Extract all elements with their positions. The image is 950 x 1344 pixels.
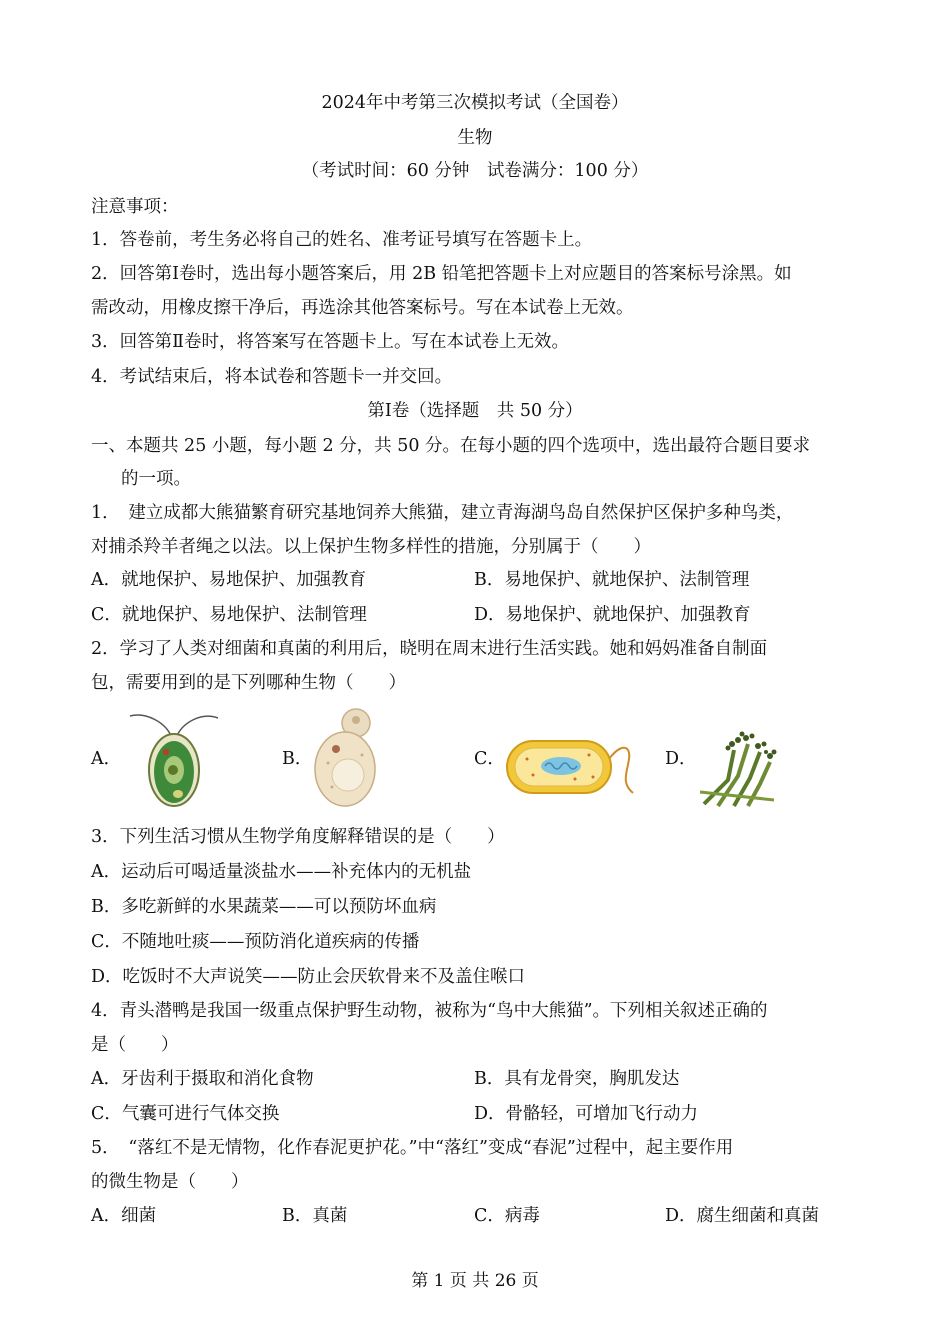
question-2-stem-cont: 包，需要用到的是下列哪种生物（ ） <box>91 673 406 693</box>
question-5-stem: 5． “落红不是无情物，化作春泥更护花。”中“落红”变成“春泥”过程中，起主要作用 <box>91 1138 734 1158</box>
q4-option-d: D．骨骼轻，可增加飞行动力 <box>474 1104 699 1124</box>
q2-option-b: B． <box>282 749 313 769</box>
page-number: 第 1 页 共 26 页 <box>411 1271 539 1291</box>
subject-title: 生物 <box>457 128 493 148</box>
exam-info: （考试时间：60 分钟 试卷满分：100 分） <box>301 161 649 181</box>
q5-option-b: B．真菌 <box>282 1206 348 1226</box>
exam-title: 2024年中考第三次模拟考试（全国卷） <box>321 93 629 113</box>
green-alga-illustration <box>126 708 222 810</box>
q3-option-d: D．吃饭时不大声说笑——防止会厌软骨来不及盖住喉口 <box>91 967 526 987</box>
question-1-stem: 1． 建立成都大熊猫繁育研究基地饲养大熊猫，建立青海湖鸟岛自然保护区保护多种鸟类， <box>91 503 794 523</box>
section-intro: 一、本题共 25 小题，每小题 2 分，共 50 分。在每小题的四个选项中，选出最符合题目要求 <box>91 436 811 456</box>
notice-item: 2．回答第Ⅰ卷时，选出每小题答案后，用 2B 铅笔把答题卡上对应题目的答案标号涂黑。如 <box>91 264 792 284</box>
q3-option-a: A．运动后可喝适量淡盐水——补充体内的无机盐 <box>91 862 472 882</box>
q2-option-a: A． <box>91 749 122 769</box>
section-intro-cont: 的一项。 <box>121 469 191 489</box>
q4-option-c: C．气囊可进行气体交换 <box>91 1104 280 1124</box>
q3-option-b: B．多吃新鲜的水果蔬菜——可以预防坏血病 <box>91 897 437 917</box>
question-3-stem: 3．下列生活习惯从生物学角度解释错误的是（ ） <box>91 827 505 847</box>
notice-item: 1．答卷前，考生务必将自己的姓名、准考证号填写在答题卡上。 <box>91 230 593 250</box>
q5-option-c: C．病毒 <box>474 1206 540 1226</box>
notice-heading: 注意事项： <box>91 197 179 217</box>
notice-item: 需改动，用橡皮擦干净后，再选涂其他答案标号。写在本试卷上无效。 <box>91 298 634 318</box>
q1-option-c: C．就地保护、易地保护、法制管理 <box>91 605 367 625</box>
question-1-stem-cont: 对捕杀羚羊者绳之以法。以上保护生物多样性的措施，分别属于（ ） <box>91 537 651 557</box>
bacterium-illustration <box>505 733 639 801</box>
q1-option-d: D．易地保护、就地保护、加强教育 <box>474 605 751 625</box>
yeast-illustration <box>312 703 378 809</box>
notice-item: 3．回答第Ⅱ卷时，将答案写在答题卡上。写在本试卷上无效。 <box>91 332 570 352</box>
q4-option-b: B．具有龙骨突，胸肌发达 <box>474 1069 680 1089</box>
q5-option-a: A．细菌 <box>91 1206 157 1226</box>
mold-illustration <box>698 730 778 808</box>
q1-option-a: A．就地保护、易地保护、加强教育 <box>91 570 367 590</box>
section-title: 第Ⅰ卷（选择题 共 50 分） <box>367 401 583 421</box>
question-5-stem-cont: 的微生物是（ ） <box>91 1172 249 1192</box>
q2-option-c: C． <box>474 749 505 769</box>
q1-option-b: B．易地保护、就地保护、法制管理 <box>474 570 750 590</box>
q3-option-c: C．不随地吐痰——预防消化道疾病的传播 <box>91 932 420 952</box>
q5-option-d: D．腐生细菌和真菌 <box>665 1206 820 1226</box>
notice-item: 4．考试结束后，将本试卷和答题卡一并交回。 <box>91 367 453 387</box>
q4-option-a: A．牙齿利于摄取和消化食物 <box>91 1069 314 1089</box>
question-4-stem: 4．青头潜鸭是我国一级重点保护野生动物，被称为“鸟中大熊猫”。下列相关叙述正确的 <box>91 1001 768 1021</box>
q2-option-d: D． <box>665 749 697 769</box>
question-2-stem: 2．学习了人类对细菌和真菌的利用后，晓明在周末进行生活实践。她和妈妈准备自制面 <box>91 639 768 659</box>
question-4-stem-cont: 是（ ） <box>91 1035 179 1055</box>
